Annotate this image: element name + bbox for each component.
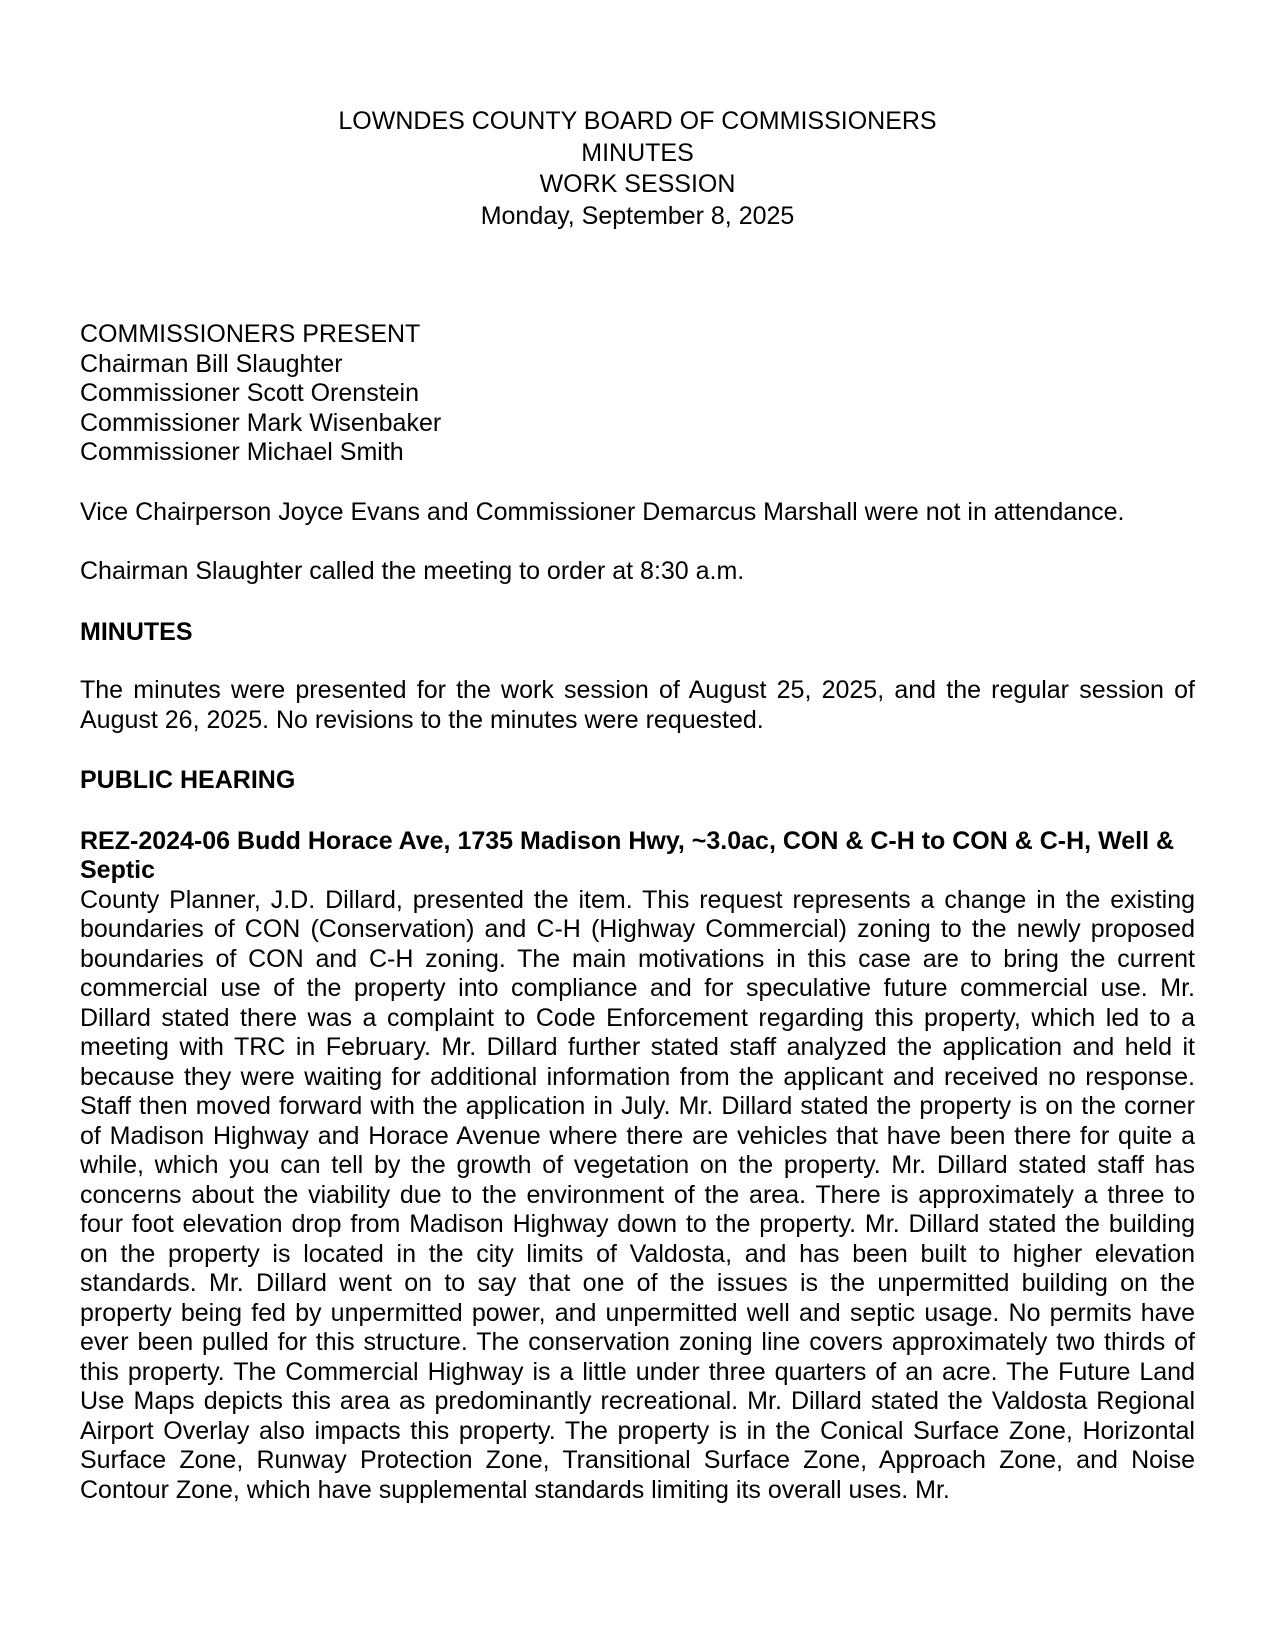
commissioner-name: Chairman Bill Slaughter <box>80 349 343 378</box>
header-line-doc-type: MINUTES <box>581 138 694 167</box>
call-to-order-note: Chairman Slaughter called the meeting to order at 8:30 a.m. <box>80 557 745 585</box>
commissioner-name: Commissioner Scott Orenstein <box>80 379 420 407</box>
header-line-organization: LOWNDES COUNTY BOARD OF COMMISSIONERS <box>338 107 937 135</box>
commissioner-name: Commissioner Michael Smith <box>80 438 404 466</box>
public-hearing-section-heading: PUBLIC HEARING <box>80 766 296 794</box>
hearing-item-title: REZ-2024-06 Budd Horace Ave, 1735 Madison Hwy, ~3.0ac, CON & C-H to CON & C-H, Well & Septic <box>80 826 1175 884</box>
commissioners-present-heading: COMMISSIONERS PRESENT <box>80 320 421 348</box>
commissioner-name: Commissioner Mark Wisenbaker <box>80 408 442 437</box>
absence-note: Vice Chairperson Joyce Evans and Commissioner Demarcus Marshall were not in attendance. <box>80 497 1125 526</box>
hearing-item-body: County Planner, J.D. Dillard, presented the item. This request represents a change in the existing boundaries of CON (Conservation) and C-H (Highway Commercial) zoning to the newly proposed boundaries of CON and C-H zoning. The main motivations in this case are to bring the current commercial use of the property into compliance and for speculative future commercial use. Mr. Dillard stated there was a complaint to Code Enforcement regarding this property, which led to a meeting with TRC in February. Mr. Dillard further stated staff analyzed the application and held it because they were waiting for additional information from the applicant and received no response. Staff then moved forward with the application in July. Mr. Dillard stated the property is on the corner of Madison Highway and Horace Avenue where there are vehicles that have been there for quite a while, which you can tell by the growth of vegetation on the property. Mr. Dillard stated staff has concerns about the viability due to the environment of the area. There is approximately a three to four foot elevation drop from Madison Highway down to the property. Mr. Dillard stated the building on the property is located in the city limits of Valdosta, and has been built to higher elevation standards. Mr. Dillard went on to say that one of the issues is the unpermitted building on the property being fed by unpermitted power, and unpermitted well and septic usage. No permits have ever been pulled for this structure. The conservation zoning line covers approximately two thirds of this property. The Commercial Highway is a little under three quarters of an acre. The Future Land Use Maps depicts this area as predominantly recreational. Mr. Dillard stated the Valdosta Regional Airport Overlay also impacts this property. The property is in the Conical Surface Zone, Horizontal Surface Zone, Runway Protection Zone, Transitional Surface Zone, Approach Zone, and Noise Contour Zone, which have supplemental standards limiting its overall uses. Mr. <box>80 885 1195 1504</box>
minutes-section-heading: MINUTES <box>80 617 193 646</box>
document-header <box>80 106 1195 232</box>
commissioners-present-list <box>80 350 1195 468</box>
minutes-section-body: The minutes were presented for the work session of August 25, 2025, and the regular session of August 26, 2025. No revisions to the minutes were requested. <box>80 676 1195 734</box>
header-line-date: Monday, September 8, 2025 <box>480 201 795 230</box>
header-line-session-type: WORK SESSION <box>539 170 736 198</box>
